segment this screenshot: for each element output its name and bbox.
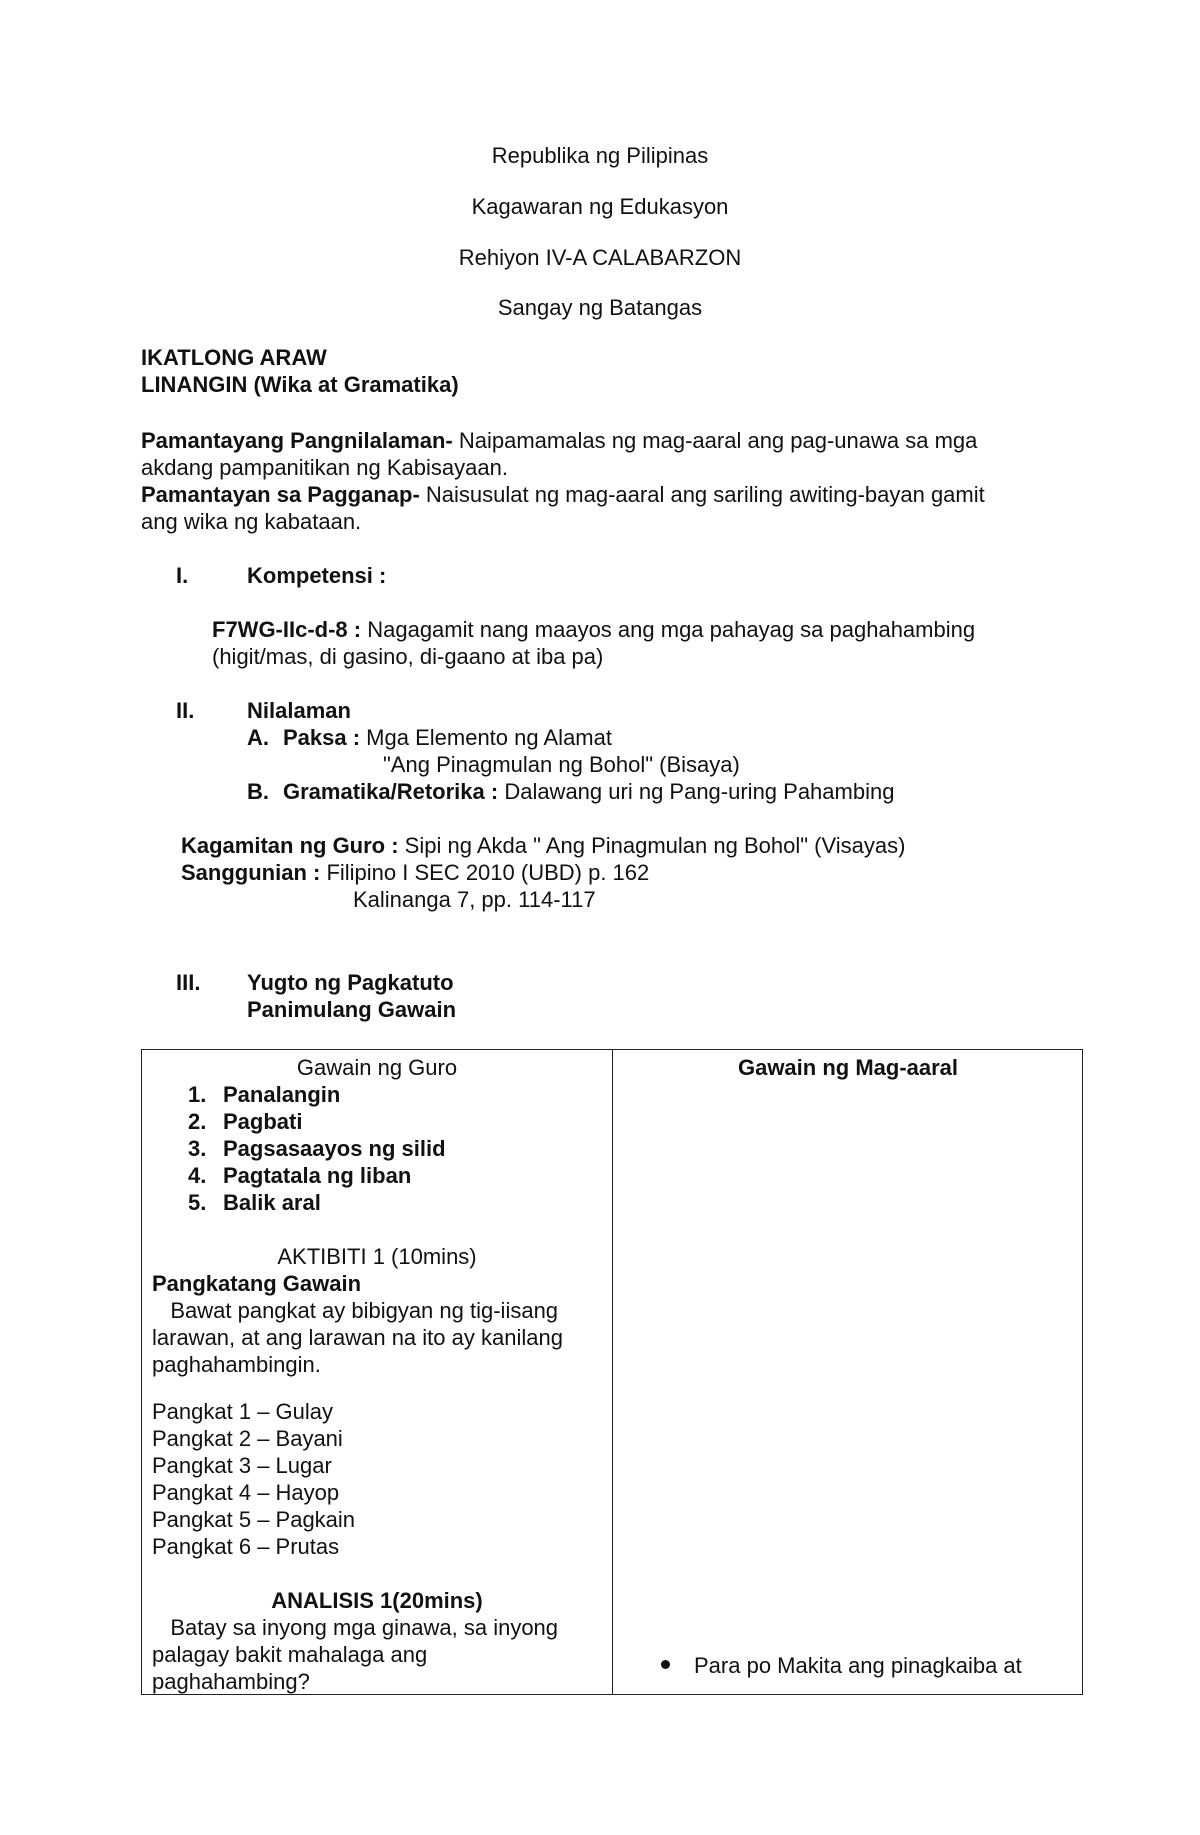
routine-num-3: 3. [188,1136,207,1161]
content-standard-label: Pamantayang Pangnilalaman- [141,428,453,453]
content-standard-cont: akdang pampanitikan ng Kabisayaan. [141,455,508,480]
group-1: Pangkat 1 – Gulay [152,1399,334,1424]
performance-standard [141,481,985,508]
competency-line [212,616,975,643]
header-department: Kagawaran ng Edukasyon [471,194,729,219]
analysis-title: ANALISIS 1(20mins) [271,1588,483,1613]
analysis-text-1: Batay sa inyong mga ginawa, sa inyong [152,1615,559,1640]
routine-num-2: 2. [188,1109,207,1134]
section-title: LINANGIN (Wika at Gramatika) [141,372,459,397]
lesson-table [141,1049,1083,1695]
teacher-column-header: Gawain ng Guro [296,1055,458,1080]
section-iii-subtitle: Panimulang Gawain [247,997,457,1022]
references-label: Sanggunian : [181,860,321,885]
routine-num-5: 5. [188,1190,207,1215]
activity-subtitle: Pangkatang Gawain [152,1271,362,1296]
grammar-line [283,778,894,805]
performance-standard-cont: ang wika ng kabataan. [141,509,362,534]
group-6: Pangkat 6 – Prutas [152,1534,340,1559]
grammar-text: Dalawang uri ng Pang-uring Pahambing [498,779,895,804]
header-region: Rehiyon IV-A CALABARZON [458,245,742,270]
activity-text-1: Bawat pangkat ay bibigyan ng tig-iisang [152,1298,559,1323]
grammar-label: Gramatika/Retorika : [283,779,499,804]
group-3: Pangkat 3 – Lugar [152,1453,332,1478]
competency-text-cont: (higit/mas, di gasino, di-gaano at iba pa) [212,644,604,669]
content-standard [141,427,977,454]
topic-story: "Ang Pinagmulan ng Bohol" (Bisaya) [383,752,740,777]
competency-text: Nagagamit nang maayos ang mga pahayag sa paghahambing [361,617,976,642]
activity-text-3: paghahambingin. [152,1352,321,1377]
group-2: Pangkat 2 – Bayani [152,1426,343,1451]
student-answer: Para po Makita ang pinagkaiba at [694,1653,1022,1678]
section-i-title: Kompetensi : [247,563,387,588]
student-column-header: Gawain ng Mag-aaral [737,1055,959,1080]
bullet-icon [661,1660,670,1669]
routine-item-2: Pagbati [223,1109,303,1134]
topic-line [283,724,612,751]
item-a-marker: A. [247,725,269,750]
activity-text-2: larawan, at ang larawan na ito ay kanilang [152,1325,563,1350]
section-iii-title: Yugto ng Pagkatuto [247,970,454,995]
routine-item-1: Panalangin [223,1082,341,1107]
content-standard-text: Naipamamalas ng mag-aaral ang pag-unawa sa mga [452,428,978,453]
topic-text: Mga Elemento ng Alamat [360,725,612,750]
section-i-numeral: I. [176,563,189,588]
routine-num-1: 1. [188,1082,207,1107]
teacher-column [142,1050,613,1695]
references-line [181,859,649,886]
analysis-text-3: paghahambing? [152,1669,310,1694]
routine-num-4: 4. [188,1163,207,1188]
section-ii-title: Nilalaman [247,698,351,723]
header-republic: Republika ng Pilipinas [491,143,709,168]
student-column [613,1050,1083,1695]
item-b-marker: B. [247,779,269,804]
references-text-cont: Kalinanga 7, pp. 114-117 [353,887,596,912]
section-ii-numeral: II. [176,698,195,723]
header-division: Sangay ng Batangas [497,295,703,320]
day-title: IKATLONG ARAW [141,345,327,370]
analysis-text-2: palagay bakit mahalaga ang [152,1642,428,1667]
performance-standard-text: Naisusulat ng mag-aaral ang sariling awiting-bayan gamit [419,482,985,507]
routine-item-4: Pagtatala ng liban [223,1163,412,1188]
routine-item-3: Pagsasaayos ng silid [223,1136,446,1161]
materials-line [181,832,905,859]
topic-label: Paksa : [283,725,361,750]
references-text: Filipino I SEC 2010 (UBD) p. 162 [320,860,650,885]
section-iii-numeral: III. [176,970,201,995]
performance-standard-label: Pamantayan sa Pagganap- [141,482,420,507]
activity-title: AKTIBITI 1 (10mins) [277,1244,477,1269]
materials-text: Sipi ng Akda " Ang Pinagmulan ng Bohol" (Visayas) [398,833,906,858]
routine-item-5: Balik aral [223,1190,321,1215]
competency-code: F7WG-IIc-d-8 : [212,617,362,642]
materials-label: Kagamitan ng Guro : [181,833,399,858]
group-5: Pangkat 5 – Pagkain [152,1507,356,1532]
group-4: Pangkat 4 – Hayop [152,1480,340,1505]
